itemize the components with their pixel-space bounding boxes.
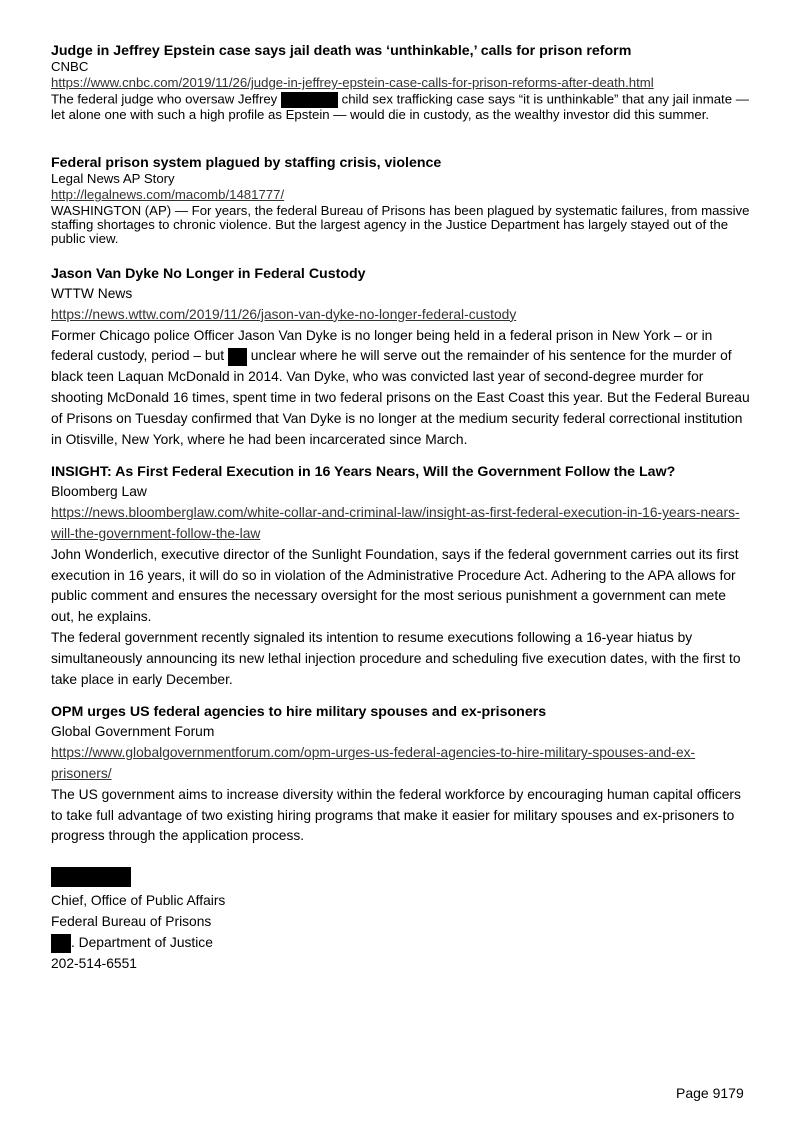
article-prison-staffing bbox=[51, 155, 751, 246]
article-title: Judge in Jeffrey Epstein case says jail death was ‘unthinkable,’ calls for prison reform bbox=[51, 43, 632, 59]
article-link[interactable]: https://www.cnbc.com/2019/11/26/judge-in-jeffrey-epstein-case-calls-for-prison-reforms-after-death.html bbox=[51, 75, 654, 90]
article-federal-execution bbox=[51, 462, 751, 690]
article-body: The federal judge who oversaw Jeffrey child sex trafficking case says “it is unthinkable” that any jail inmate — let alone one with such a high profile as Epstein — would die in custody, as the wealthy investor did this summer. bbox=[51, 91, 749, 122]
article-link[interactable]: https://news.bloomberglaw.com/white-collar-and-criminal-law/insight-as-first-federal-execution-in-16-years-nears-will-the-government-follow-the-law bbox=[51, 505, 740, 541]
article-source: Bloomberg Law bbox=[51, 484, 147, 500]
signature-role: Chief, Office of Public Affairs bbox=[51, 893, 226, 909]
article-body-paragraph: John Wonderlich, executive director of the Sunlight Foundation, says if the federal government carries out its first execution in 16 years, it will do so in violation of the Administrative Procedure Act. Adhering to the APA allows for public comment and ensures the necessary oversight for the most serious punishment a government can mete out, he explains. bbox=[51, 546, 739, 625]
article-epstein bbox=[51, 43, 751, 122]
signature-dept: . Department of Justice bbox=[51, 932, 751, 953]
article-source: CNBC bbox=[51, 59, 89, 74]
page-number: Page 9179 bbox=[676, 1085, 744, 1101]
signature-org: Federal Bureau of Prisons bbox=[51, 914, 212, 930]
article-link[interactable]: https://www.globalgovernmentforum.com/opm-urges-us-federal-agencies-to-hire-military-spouses-and-ex-prisoners/ bbox=[51, 745, 696, 781]
signature-phone: 202-514-6551 bbox=[51, 956, 137, 972]
redaction-block bbox=[228, 348, 247, 366]
article-link[interactable]: https://news.wttw.com/2019/11/26/jason-van-dyke-no-longer-federal-custody bbox=[51, 306, 517, 322]
article-link[interactable]: http://legalnews.com/macomb/1481777/ bbox=[51, 187, 285, 202]
article-opm-hiring bbox=[51, 702, 751, 847]
redaction-block bbox=[51, 934, 71, 953]
article-body: WASHINGTON (AP) — For years, the federal Bureau of Prisons has been plagued by systematic failures, from massive staffing shortages to chronic violence. But the largest agency in the Justice Department has largely stayed out of the public view. bbox=[51, 203, 750, 246]
redaction-block bbox=[281, 92, 338, 108]
document-page bbox=[51, 43, 751, 974]
redaction-block bbox=[51, 867, 131, 887]
article-source: WTTW News bbox=[51, 286, 133, 301]
signature-block bbox=[51, 867, 751, 974]
article-source: Global Government Forum bbox=[51, 724, 215, 740]
article-body: Former Chicago police Officer Jason Van Dyke is no longer being held in a federal prison in New York – or in federal custody, period – but unclear where he will serve out the remainder of his sentence for the murder of black teen Laquan McDonald in 2014. Van Dyke, who was convicted last year of second-degree murder for shooting McDonald 16 times, spent time in two federal prisons on the East Coast this year. But the Federal Bureau of Prisons on Tuesday confirmed that Van Dyke is no longer at the medium security federal correctional institution in Otisville, New York, where he had been incarcerated since March. bbox=[51, 327, 750, 447]
article-source: Legal News AP Story bbox=[51, 171, 175, 186]
article-body: The US government aims to increase diversity within the federal workforce by encouraging human capital officers to take full advantage of two existing hiring programs that make it easier for military spouses and ex-prisoners to progress through the application process. bbox=[51, 786, 741, 844]
article-van-dyke bbox=[51, 264, 751, 450]
article-title: OPM urges US federal agencies to hire military spouses and ex-prisoners bbox=[51, 704, 547, 721]
article-body-paragraph: The federal government recently signaled its intention to resume executions following a 16-year hiatus by simultaneously announcing its new lethal injection procedure and scheduling five execution dates, with the first to take place in early December. bbox=[51, 629, 741, 687]
article-title: Jason Van Dyke No Longer in Federal Custody bbox=[51, 266, 366, 282]
article-title: INSIGHT: As First Federal Execution in 16 Years Nears, Will the Government Follow the Law? bbox=[51, 464, 676, 481]
article-title: Federal prison system plagued by staffing crisis, violence bbox=[51, 155, 442, 171]
